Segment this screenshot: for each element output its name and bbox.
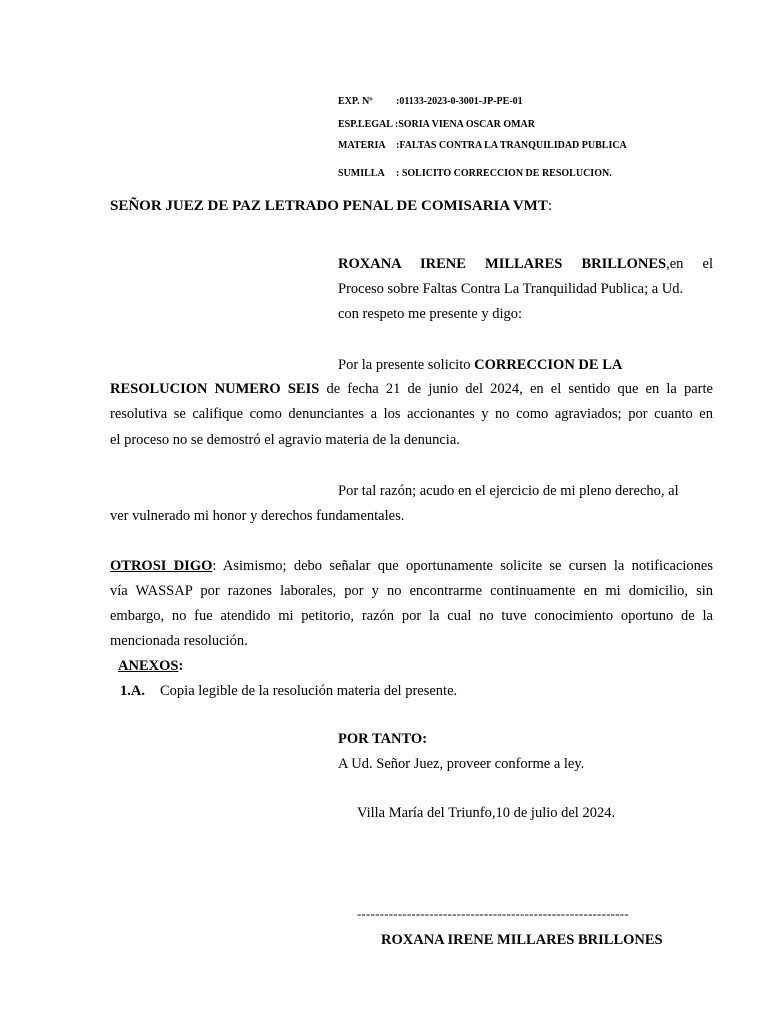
sumilla-value: : SOLICITO CORRECCION DE RESOLUCION.: [396, 168, 612, 179]
por-tanto-label: POR TANTO:: [338, 731, 428, 747]
exp-label: EXP. Nº: [338, 96, 373, 107]
para1-line-2-rest: de fecha 21 de junio del 2024, en el sentido que en la parte: [319, 381, 713, 397]
header-sumilla: [338, 168, 612, 179]
place-date: Villa María del Triunfo,10 de julio del 2024.: [357, 805, 616, 821]
por-tanto-text: A Ud. Señor Juez, proveer conforme a ley.: [338, 756, 585, 772]
addressee-text: SEÑOR JUEZ DE PAZ LETRADO PENAL DE COMISARIA VMT: [110, 198, 548, 214]
addressee-colon: :: [547, 198, 553, 214]
header-esp-legal: [338, 119, 535, 130]
para2-line-2: ver vulnerado mi honor y derechos fundamentales.: [110, 508, 405, 524]
materia-label: MATERIA: [338, 140, 386, 151]
anexo-item: [120, 683, 457, 700]
otrosi-label: OTROSI DIGO: [110, 558, 213, 574]
otrosi-line-2: vía WASSAP por razones laborales, por y no encontrarme continuamente en mi domicilio, sin: [110, 583, 713, 599]
anexos-heading: [118, 658, 183, 675]
otrosi-line-4: mencionada resolución.: [110, 633, 248, 649]
anexo-item-text: Copia legible de la resolución materia del presente.: [160, 683, 458, 699]
anexos-colon: :: [178, 658, 184, 674]
para2-line-1: Por tal razón; acudo en el ejercicio de mi pleno derecho, al: [338, 483, 679, 499]
header-exp: [338, 96, 523, 107]
intro-line-1-rest: ,en el: [666, 256, 713, 272]
intro-line-3: con respeto me presente y digo:: [338, 306, 523, 322]
header-materia: [338, 140, 627, 151]
para1-line-1-bold: CORRECCION DE LA: [474, 357, 623, 373]
para1-line-4: el proceso no se demostró el agravio materia de la denuncia.: [110, 432, 460, 448]
anexos-label: ANEXOS: [118, 658, 179, 674]
otrosi-line-1: [110, 558, 713, 575]
petitioner-name: ROXANA IRENE MILLARES BRILLONES: [338, 256, 667, 272]
signature-name: ROXANA IRENE MILLARES BRILLONES: [381, 932, 663, 948]
para1-line-1-pre: Por la presente solicito: [338, 357, 475, 373]
otrosi-line-1-rest: : Asimismo; debo señalar que oportunamente solicite se cursen la notificaciones: [212, 558, 713, 574]
sumilla-label: SUMILLA: [338, 168, 385, 179]
materia-value: :FALTAS CONTRA LA TRANQUILIDAD PUBLICA: [396, 140, 627, 151]
addressee: [110, 198, 552, 215]
para1-line-3: resolutiva se califique como denunciantes a los accionantes y no como agraviados; por cuanto en: [110, 406, 713, 422]
resolution-reference: RESOLUCION NUMERO SEIS: [110, 381, 320, 397]
signature-line: ------------------------------------------------------------: [357, 906, 629, 921]
para1-line-1: [338, 357, 622, 374]
exp-value: :01133-2023-0-3001-JP-PE-01: [396, 96, 523, 107]
intro-line-2: Proceso sobre Faltas Contra La Tranquilidad Publica; a Ud.: [338, 281, 684, 297]
esp-legal-label: ESP.LEGAL: [338, 119, 393, 130]
para1-line-2: [110, 381, 713, 398]
esp-legal-value: :SORIA VIENA OSCAR OMAR: [394, 119, 536, 130]
intro-line-1: [338, 256, 713, 273]
anexo-item-number: 1.A.: [120, 683, 145, 699]
otrosi-line-3: embargo, no fue atendido mi petitorio, razón por la cual no tuve conocimiento oportuno de la: [110, 608, 713, 624]
